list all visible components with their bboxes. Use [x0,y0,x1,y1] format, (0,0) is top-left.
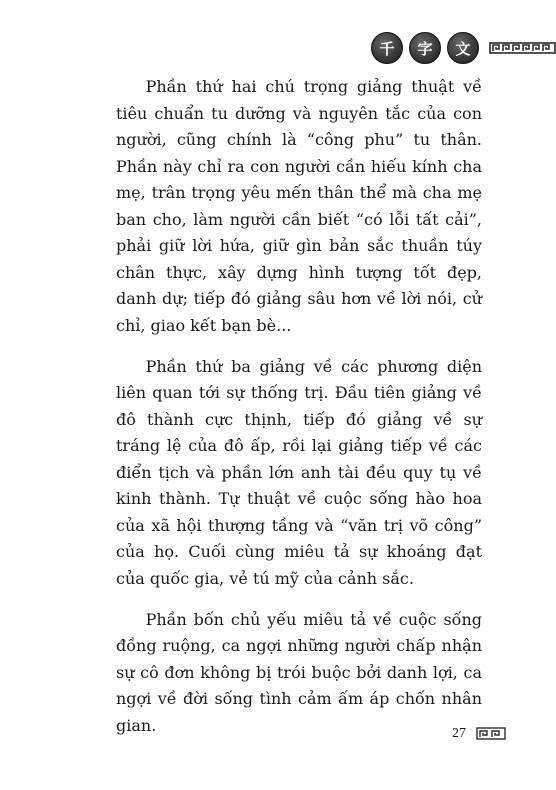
seal-icon: 千 [371,32,403,64]
greek-key-ornament-icon [476,727,506,740]
paragraph: Phần bốn chủ yếu miêu tả về cuộc sống đồng ruộng, ca ngợi những người chấp nhận sự cô đơn không bị trói buộc bởi danh lợi, ca ngợi về đời sống tình cảm ấm áp chốn nhân gian. [116,609,482,735]
page-number: 27 [452,726,466,741]
seal-icon: 文 [447,32,479,64]
paragraph: Phần thứ hai chú trọng giảng thuật về tiêu chuẩn tu dưỡng và nguyên tắc của con người, cũng chính là “công phu” tu thân. Phần này chỉ ra con người cần hiếu kính cha mẹ, trân trọng yêu mến thân thể mà cha mẹ ban cho, làm người cần biết “có lỗi tất cải”, phải giữ lời hứa, giữ gìn bản sắc thuần túy chân thực, xây dựng hình tượng tốt đẹp, danh dự; tiếp đó giảng sâu hơn về lời nói, cử chỉ, giao kết bạn bè... [116,77,482,335]
greek-key-ornament-icon [489,42,556,54]
body-text [116,74,482,739]
paragraph: Phần thứ ba giảng về các phương diện liên quan tới sự thống trị. Đầu tiên giảng về đô thành cực thịnh, tiếp đó giảng về sự tráng lệ của đô ấp, rồi lại giảng tiếp về các điển tịch và phần lớn anh tài đều quy tụ về kinh thành. Tự thuật về cuộc sống hào hoa của xã hội thượng tầng và “văn trị võ công” của họ. Cuối cùng miêu tả sự khoáng đạt của quốc gia, vẻ tú mỹ của cảnh sắc. [116,356,482,588]
seal-icon: 字 [409,32,441,64]
header-ornaments [371,32,485,64]
